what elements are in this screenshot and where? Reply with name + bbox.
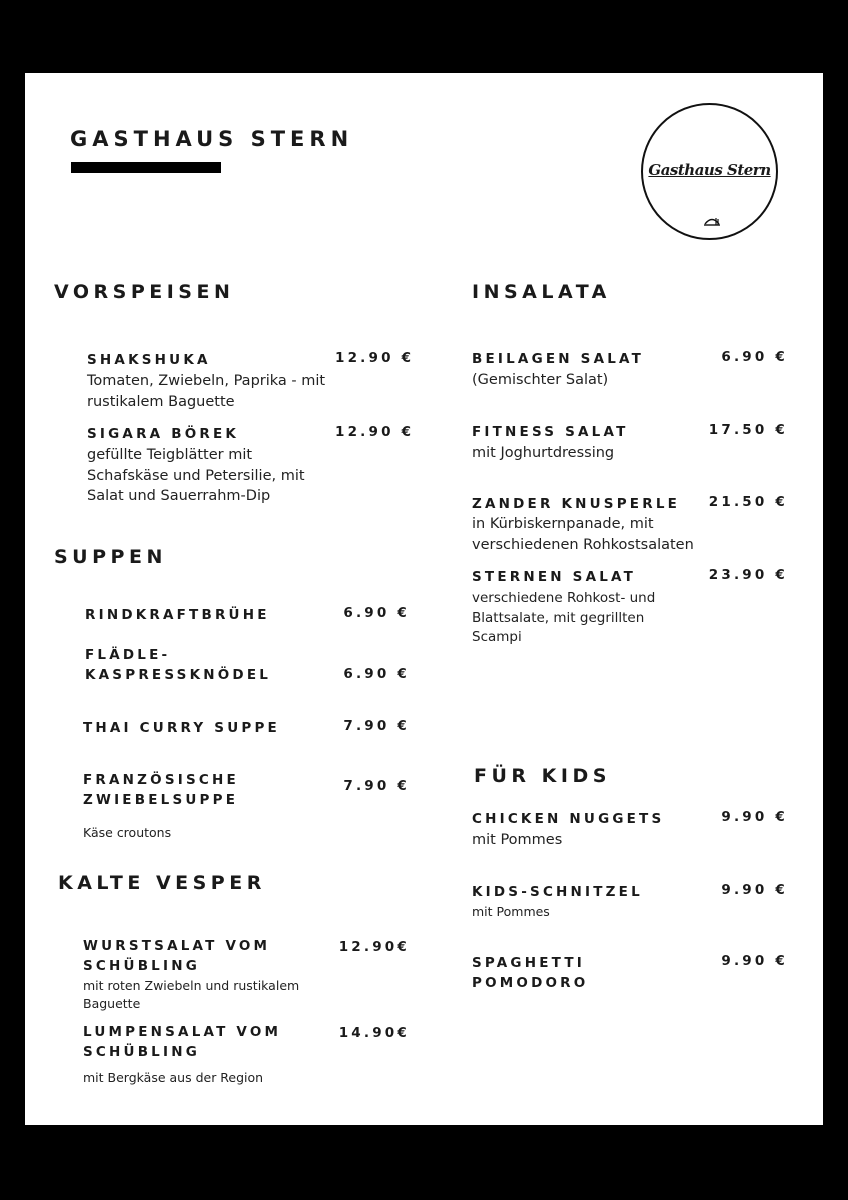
- title-underline-bar: [71, 162, 221, 173]
- section-title-vorspeisen: VORSPEISEN: [54, 281, 235, 303]
- logo-text: Gasthaus Stern: [648, 161, 771, 179]
- item-desc-zander-knusperle: in Kürbiskernpanade, mit verschiedenen Rohkostsalaten: [472, 516, 694, 553]
- item-desc-shakshuka: Tomaten, Zwiebeln, Paprika - mit rustikalem Baguette: [87, 373, 326, 410]
- item-desc-chicken-nuggets: mit Pommes: [472, 832, 563, 848]
- item-name-fitness-salat: FITNESS SALAT: [472, 424, 629, 440]
- item-name-beilagen-salat: BEILAGEN SALAT: [472, 351, 645, 367]
- section-title-fuer-kids: FÜR KIDS: [474, 765, 611, 787]
- item-price-rindkraftbruehe: 6.90 €: [343, 605, 410, 621]
- item-name-zwiebelsuppe: FRANZÖSISCHE ZWIEBELSUPPE: [83, 772, 239, 808]
- item-desc-zwiebelsuppe: Käse croutons: [83, 825, 172, 840]
- item-name-zander-knusperle: ZANDER KNUSPERLE: [472, 496, 681, 512]
- item-name-thai-curry-suppe: THAI CURRY SUPPE: [83, 720, 280, 736]
- item-price-fitness-salat: 17.50 €: [708, 422, 788, 438]
- item-price-shakshuka: 12.90 €: [335, 350, 415, 366]
- item-price-zwiebelsuppe: 7.90 €: [343, 778, 410, 794]
- item-name-shakshuka: SHAKSHUKA: [87, 352, 211, 368]
- item-name-flaedle: FLÄDLE-KASPRESSKNÖDEL: [85, 647, 272, 683]
- section-title-kalte-vesper: KALTE VESPER: [58, 872, 266, 894]
- item-name-sigara-borek: SIGARA BÖREK: [87, 426, 240, 442]
- item-name-kids-schnitzel: KIDS-SCHNITZEL: [472, 884, 643, 900]
- restaurant-logo: [641, 103, 778, 240]
- item-desc-sigara-borek: gefüllte Teigblätter mit Schafskäse und Petersilie, mit Salat und Sauerrahm-Dip: [87, 447, 305, 504]
- restaurant-title: GASTHAUS STERN: [70, 127, 354, 151]
- item-desc-lumpensalat: mit Bergkäse aus der Region: [83, 1070, 264, 1085]
- item-desc-fitness-salat: mit Joghurtdressing: [472, 445, 615, 461]
- item-desc-kids-schnitzel: mit Pommes: [472, 904, 550, 919]
- item-price-chicken-nuggets: 9.90 €: [721, 809, 788, 825]
- item-price-spaghetti-pomodoro: 9.90 €: [721, 953, 788, 969]
- serving-cloche-icon: [703, 215, 721, 227]
- item-name-chicken-nuggets: CHICKEN NUGGETS: [472, 811, 665, 827]
- item-price-lumpensalat: 14.90€: [338, 1025, 410, 1041]
- item-price-zander-knusperle: 21.50 €: [708, 494, 788, 510]
- item-price-flaedle: 6.90 €: [343, 666, 410, 682]
- item-price-wurstsalat: 12.90€: [338, 939, 410, 955]
- item-name-wurstsalat: WURSTSALAT VOM SCHÜBLING: [83, 938, 271, 974]
- item-name-lumpensalat: LUMPENSALAT VOM SCHÜBLING: [83, 1024, 282, 1060]
- item-price-sternen-salat: 23.90 €: [708, 567, 788, 583]
- item-name-spaghetti-pomodoro: SPAGHETTI POMODORO: [472, 955, 589, 991]
- item-price-thai-curry-suppe: 7.90 €: [343, 718, 410, 734]
- item-desc-sternen-salat: verschiedene Rohkost- und Blattsalate, mit gegrillten Scampi: [472, 590, 656, 645]
- section-title-suppen: SUPPEN: [54, 546, 167, 568]
- item-price-kids-schnitzel: 9.90 €: [721, 882, 788, 898]
- item-price-sigara-borek: 12.90 €: [335, 424, 415, 440]
- item-desc-beilagen-salat: (Gemischter Salat): [472, 372, 609, 388]
- section-title-insalata: INSALATA: [472, 281, 611, 303]
- menu-page: [25, 73, 823, 1125]
- item-name-rindkraftbruehe: RINDKRAFTBRÜHE: [85, 607, 270, 623]
- item-desc-wurstsalat: mit roten Zwiebeln und rustikalem Baguette: [83, 978, 300, 1011]
- item-name-sternen-salat: STERNEN SALAT: [472, 569, 637, 585]
- item-price-beilagen-salat: 6.90 €: [721, 349, 788, 365]
